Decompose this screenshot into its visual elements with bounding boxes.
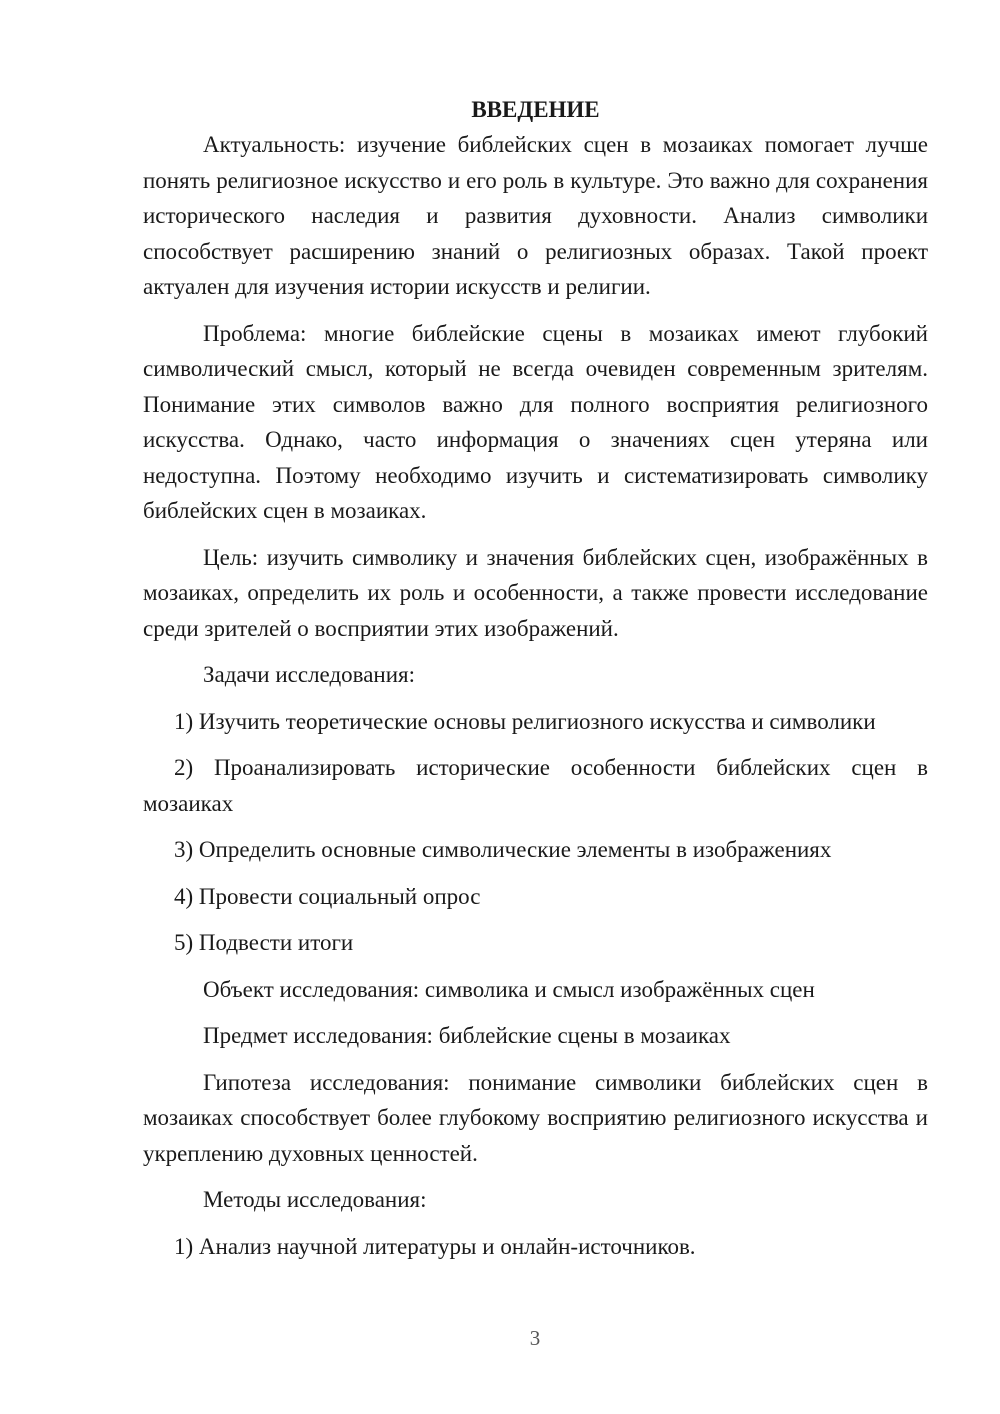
- page-number: 3: [529, 1326, 541, 1350]
- problem-paragraph: Проблема: многие библейские сцены в мозаиках имеют глубокий символический смысл, который не всегда очевиден современным зрителям. Понимание этих символов важно для полного восприятия религиозного искусства. Однако, часто информация о значениях сцен утеряна или недоступна. Поэтому необходимо изучить и систематизировать символику библейских сцен в мозаиках.: [143, 320, 928, 523]
- research-subject: Предмет исследования: библейские сцены в мозаиках: [203, 1023, 731, 1048]
- task-item-1: 1) Изучить теоретические основы религиозного искусства и символики: [174, 708, 876, 734]
- tasks-title: Задачи исследования:: [203, 662, 416, 687]
- relevance-paragraph: Актуальность: изучение библейских сцен в мозаиках помогает лучше понять религиозное искусство и его роль в культуре. Это важно для сохранения исторического наследия и развития духовности. Анализ символики способствует расширению знаний о религиозных образах. Такой проект актуален для изучения истории искусств и религии.: [143, 132, 928, 299]
- research-object: Объект исследования: символика и смысл изображённых сцен: [203, 976, 815, 1002]
- methods-title: Методы исследования:: [203, 1187, 427, 1212]
- task-item-5: 5) Подвести итоги: [174, 930, 354, 955]
- task-item-2: 2) Проанализировать исторические особенности библейских сцен в мозаиках: [143, 755, 928, 816]
- section-heading: ВВЕДЕНИЕ: [471, 97, 600, 122]
- goal-paragraph: Цель: изучить символику и значения библейских сцен, изображённых в мозаиках, определить их роль и особенности, а также провести исследование среди зрителей о восприятии этих изображений.: [143, 544, 928, 641]
- task-item-3: 3) Определить основные символические элементы в изображениях: [174, 837, 832, 862]
- task-item-4: 4) Провести социальный опрос: [174, 883, 481, 909]
- hypothesis-paragraph: Гипотеза исследования: понимание символики библейских сцен в мозаиках способствует более глубокому восприятию религиозного искусства и укреплению духовных ценностей.: [143, 1069, 928, 1166]
- method-item-1: 1) Анализ научной литературы и онлайн-источников.: [174, 1233, 696, 1259]
- page-content: [143, 92, 928, 1275]
